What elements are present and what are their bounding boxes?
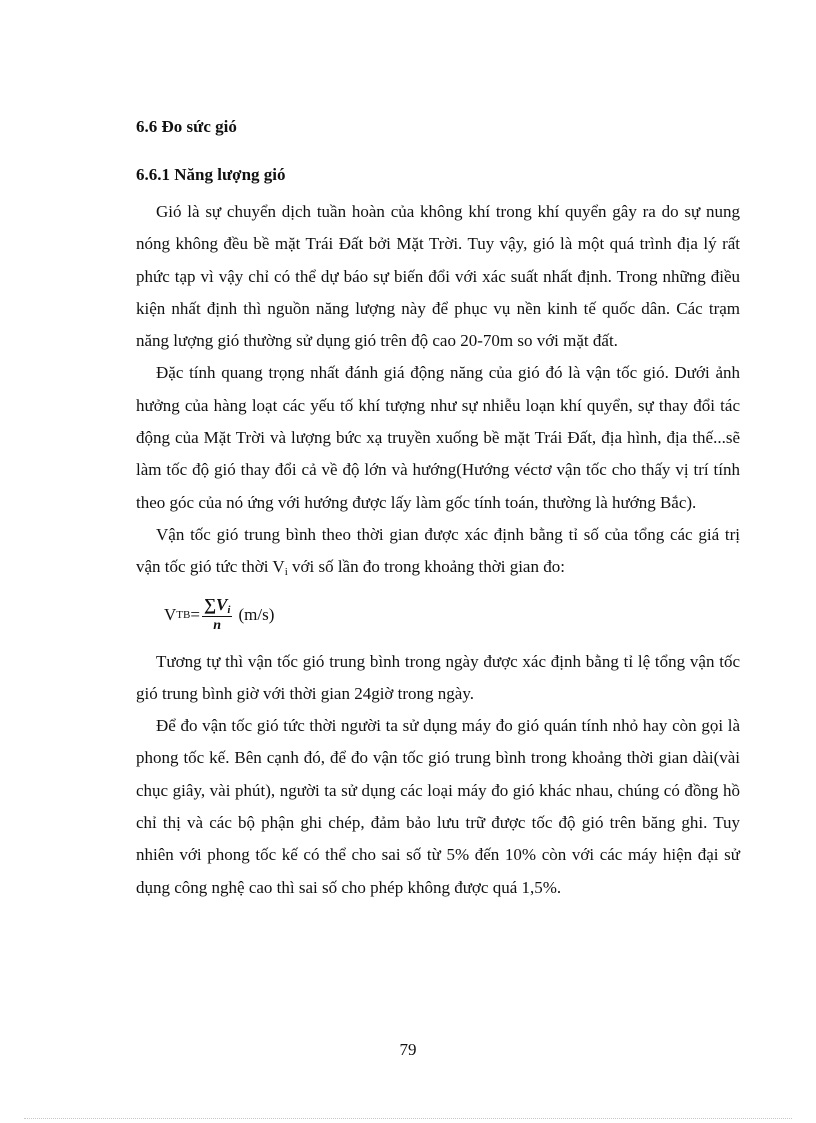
formula-numerator-subscript: i bbox=[227, 603, 231, 616]
formula-numerator-text: ∑V bbox=[203, 594, 228, 614]
page-content bbox=[136, 112, 740, 904]
paragraph-average-speed bbox=[136, 519, 740, 584]
average-speed-formula: V TB = $\frac{\sum V_i}{n}$ (m/s) bbox=[164, 594, 275, 633]
paragraph-wind-definition: Gió là sự chuyển dịch tuần hoàn của không khí trong khí quyển gây ra do sự nung nóng không đều bề mặt Trái Đất bởi Mặt Trời. Tuy vậy, gió là một quá trình địa lý rất phức tạp vì vậy chỉ có thể dự báo sự biến đổi với xác suất nhất định. Trong những điều kiện nhất định thì nguồn năng lượng này để phục vụ nền kinh tế quốc dân. Các trạm năng lượng gió thường sử dụng gió trên độ cao 20-70m so với mặt đất. bbox=[136, 202, 740, 351]
formula-fraction bbox=[202, 595, 233, 635]
page-number: 79 bbox=[399, 1040, 417, 1059]
paragraph-measurement-instruments: Để đo vận tốc gió tức thời người ta sử dụng máy đo gió quán tính nhỏ hay còn gọi là phong tốc kế. Bên cạnh đó, để đo vận tốc gió trung bình trong khoảng thời gian dài(vài chục giây, vài phút), người ta sử dụng các loại máy đo gió khác nhau, chúng có đồng hồ chỉ thị và các bộ phận ghi chép, đảm bảo lưu trữ được tốc độ gió trên băng ghi. Tuy nhiên với phong tốc kế có thể cho sai số từ 5% đến 10% còn với các máy hiện đại sử dụng công nghệ cao thì sai số cho phép không được quá 1,5%. bbox=[136, 716, 740, 897]
paragraph-daily-average: Tương tự thì vận tốc gió trung bình trong ngày được xác định bằng tỉ lệ tổng vận tốc gió trung bình giờ với thời gian 24giờ trong ngày. bbox=[136, 651, 740, 703]
formula-numerator bbox=[202, 595, 233, 617]
formula-equals: = bbox=[190, 604, 200, 624]
subsection-heading: 6.6.1 Năng lượng gió bbox=[136, 165, 286, 184]
paragraph-wind-speed-characteristics: Đặc tính quang trọng nhất đánh giá động năng của gió đó là vận tốc gió. Dưới ảnh hưởng của hàng loạt các yếu tố khí tượng như sự nhiễu loạn khí quyển, sự thay đổi tác động của Mặt Trời và lượng bức xạ truyền xuống bề mặt Trái Đất, địa hình, địa thế...sẽ làm tốc độ gió thay đổi cả về độ lớn và hướng(Hướng véctơ vận tốc cho thấy vị trí tính theo góc của nó ứng với hướng được lấy làm gốc tính toán, thường là hướng Bắc). bbox=[136, 363, 740, 512]
formula-lhs: V bbox=[164, 604, 177, 624]
formula-denominator: n bbox=[213, 617, 222, 633]
paragraph-average-speed-text-end: với số lần đo trong khoảng thời gian đo: bbox=[287, 557, 565, 577]
formula-unit: (m/s) bbox=[238, 604, 275, 624]
paragraph-average-speed-text: Vận tốc gió trung bình theo thời gian được xác định bằng tỉ số của tổng các giá trị vận tốc gió tức thời V bbox=[136, 524, 740, 577]
footer-divider bbox=[24, 1118, 792, 1119]
paragraph-average-speed-subscript: i bbox=[284, 566, 288, 579]
section-heading: 6.6 Đo sức gió bbox=[136, 117, 237, 136]
